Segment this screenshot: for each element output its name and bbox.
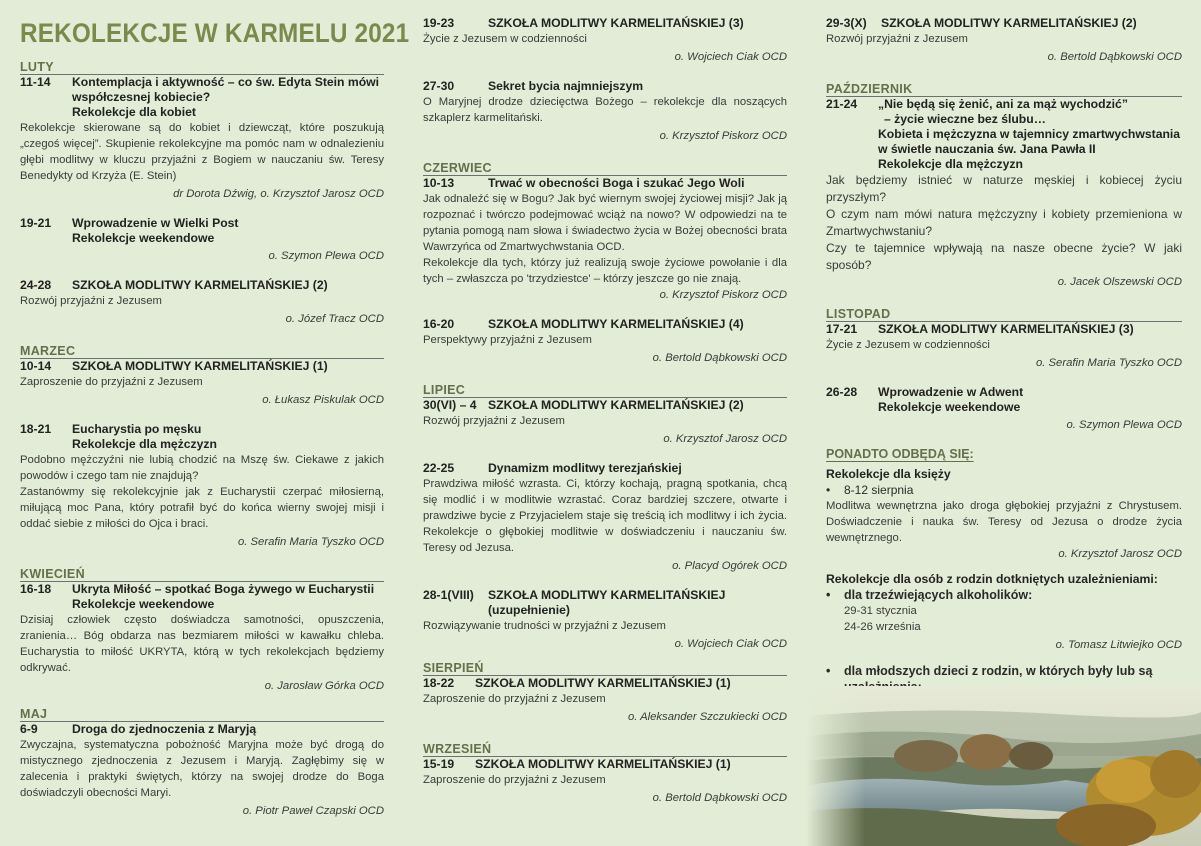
month-heading: MARZEC [20, 341, 384, 359]
event-title: SZKOŁA MODLITWY KARMELITAŃSKIEJ (2) [72, 278, 328, 292]
event-title-line2: – życie wieczne bez ślubu… [884, 112, 1046, 126]
event-title: Wprowadzenie w Wielki Post [72, 216, 239, 230]
event-title: Eucharystia po męsku [72, 422, 202, 436]
event-author: o. Szymon Plewa OCD [1066, 419, 1182, 431]
event-subtitle: Rekolekcje dla mężczyzn [878, 157, 1023, 171]
event-group-title: dla młodszych dzieci z rodzin, w których były lub są [844, 664, 1153, 678]
event-title: SZKOŁA MODLITWY KARMELITAŃSKIEJ (2) [488, 398, 744, 412]
event-author: o. Wojciech Ciak OCD [674, 638, 787, 650]
event-author: o. Tomasz Litwiejko OCD [1055, 639, 1182, 651]
event-author: o. Szymon Plewa OCD [268, 250, 384, 262]
event-entry [20, 582, 384, 694]
event-entry [20, 422, 384, 550]
event-dates: 24-26 września [844, 621, 921, 633]
landscape-photo [806, 686, 1201, 846]
event-group-title: dla trzeźwiejących alkoholików: [844, 588, 1033, 602]
event-title: SZKOŁA MODLITWY KARMELITAŃSKIEJ (3) [878, 322, 1134, 336]
event-author: o. Krzysztof Jarosz OCD [663, 433, 787, 445]
event-entry [423, 317, 787, 366]
event-dates: 16-20 [423, 317, 455, 331]
event-description: Rozwój przyjaźni z Jezusem [20, 295, 162, 307]
bullet-icon: • [826, 483, 831, 497]
event-dates: 26-28 [826, 385, 858, 399]
month-heading: KWIECIEŃ [20, 564, 384, 582]
event-description: Życie z Jezusem w codzienności [826, 339, 990, 351]
column-2 [423, 16, 787, 820]
event-author: o. Placyd Ogórek OCD [672, 560, 787, 572]
event-author: o. Krzysztof Jarosz OCD [1058, 548, 1182, 560]
event-subtitle: Rekolekcje weekendowe [878, 400, 1021, 414]
event-dates: 17-21 [826, 322, 858, 336]
event-description: Rekolekcje dla tych, którzy już realizują swoje życiowe powołanie i dla tych – zwłaszcza po 'trzydziestce' – którzy jeszcze go nie znają. [423, 257, 787, 285]
event-entry [423, 757, 787, 806]
month-heading: WRZESIEŃ [423, 739, 787, 757]
month-heading: PAŹDZIERNIK [826, 79, 1182, 97]
event-group [826, 587, 1182, 603]
event-author: o. Łukasz Piskulak OCD [262, 394, 384, 406]
event-entry [20, 278, 384, 327]
event-subtitle: Rekolekcje weekendowe [72, 597, 215, 611]
month-heading: SIERPIEŃ [423, 658, 787, 676]
event-dates: 22-25 [423, 461, 455, 475]
event-entry [423, 398, 787, 447]
event-dates: 8-12 sierpnia [844, 483, 914, 497]
event-title: Trwać w obecności Boga i szukać Jego Woli [488, 176, 745, 190]
event-dates: 21-24 [826, 97, 858, 111]
event-title: Dynamizm modlitwy terezjańskiej [488, 461, 682, 475]
event-title: SZKOŁA MODLITWY KARMELITAŃSKIEJ (1) [475, 757, 731, 771]
event-author: o. Wojciech Ciak OCD [674, 51, 787, 63]
landscape-illustration [806, 686, 1201, 846]
event-description: Jak będziemy istnieć w naturze męskiej i kobiecej życiu przyszłym? [826, 173, 1182, 204]
event-entry [423, 461, 787, 574]
event-title: SZKOŁA MODLITWY KARMELITAŃSKIEJ (3) [488, 16, 744, 30]
event-title: SZKOŁA MODLITWY KARMELITAŃSKIEJ (1) [475, 676, 731, 690]
event-title: Ukryta Miłość – spotkać Boga żywego w Eucharystii [72, 582, 375, 596]
event-title: SZKOŁA MODLITWY KARMELITAŃSKIEJ (1) [72, 359, 328, 373]
event-entry [20, 722, 384, 819]
event-entry [826, 322, 1182, 371]
event-title: Kontemplacja i aktywność – co św. Edyta Stein mówi współczesnej kobiecie? [72, 75, 380, 104]
event-author: o. Aleksander Szczukiecki OCD [627, 711, 787, 723]
event-description: Życie z Jezusem w codzienności [423, 33, 587, 45]
event-dates: 28-1(VIII) [423, 588, 474, 602]
event-description: Rozwiązywanie trudności w przyjaźni z Jezusem [423, 620, 666, 632]
event-description: Podobno mężczyźni nie lubią chodzić na Mszę św. Ciekawe z jakich powodów i czego tam nie znajdują? [20, 454, 384, 482]
event-author: o. Bertold Dąbkowski OCD [652, 792, 787, 804]
event-description: Prawdziwa miłość wzrasta. Ci, którzy kochają, pragną spotkania, chcą się modlić i w modlitwie wzrastać. Coraz bardziej szczere, otwarte i prawdziwe bycie z Przyjacielem staje się treścią ich modlitwy i ich życia. Rekolekcje o głębokiej modlitwie w doświadczeniu i nauczaniu św. Teresy od Jezusa. [423, 478, 787, 554]
event-author: o. Jacek Olszewski OCD [1057, 276, 1182, 288]
month-heading: CZERWIEC [423, 158, 787, 176]
event-title: Sekret bycia najmniejszym [488, 79, 644, 93]
event-entry [20, 75, 384, 202]
event-title: Wprowadzenie w Adwent [878, 385, 1024, 399]
additional-events-heading: PONADTO ODBĘDĄ SIĘ: [826, 447, 974, 461]
event-author: o. Bertold Dąbkowski OCD [1047, 51, 1182, 63]
event-author: o. Serafin Maria Tyszko OCD [1035, 357, 1182, 369]
event-author: o. Jarosław Górka OCD [264, 680, 384, 692]
event-title: Droga do zjednoczenia z Maryją [72, 722, 257, 736]
event-dates: 10-13 [423, 176, 455, 190]
bullet-icon: • [826, 664, 831, 678]
event-subtitle: Rekolekcje weekendowe [72, 231, 215, 245]
event-author: dr Dorota Dźwig, o. Krzysztof Jarosz OCD [173, 188, 384, 200]
event-description: Zaproszenie do przyjaźni z Jezusem [423, 774, 606, 786]
event-dates: 27-30 [423, 79, 455, 93]
event-description: Rozwój przyjaźni z Jezusem [423, 415, 565, 427]
month-heading: LUTY [20, 57, 384, 75]
event-title: SZKOŁA MODLITWY KARMELITAŃSKIEJ (4) [488, 317, 744, 331]
event-entry [423, 588, 787, 652]
event-dates: 19-23 [423, 16, 455, 30]
event-dates: 24-28 [20, 278, 52, 292]
event-entry [20, 216, 384, 264]
event-dates: 11-14 [20, 75, 51, 89]
event-description: Dzisiaj człowiek często doświadcza samotności, opuszczenia, zranienia… Bóg obdarza nas bezmiarem miłości w kawałku chleba. Eucharystia to miłość UKRYTA, którą w tych rekolekcjach będziemy odkrywać. [20, 614, 384, 674]
event-title: SZKOŁA MODLITWY KARMELITAŃSKIEJ (2) [881, 16, 1137, 30]
event-description: O Maryjnej drodze dziecięctwa Bożego – rekolekcje dla noszących szkaplerz karmelitański. [423, 96, 787, 124]
event-dates: 29-31 stycznia [844, 605, 917, 617]
event-title: Rekolekcje dla osób z rodzin dotkniętych uzależnieniami: [826, 572, 1158, 586]
event-dates: 29-3(X) [826, 16, 867, 30]
event-dates: 6-9 [20, 722, 38, 736]
event-author: o. Bertold Dąbkowski OCD [652, 352, 787, 364]
bullet-icon: • [826, 588, 831, 602]
event-entry [826, 385, 1182, 433]
event-dates: 30(VI) – 4 [423, 398, 477, 412]
event-dates: 18-21 [20, 422, 52, 436]
event-dates: 15-19 [423, 757, 455, 771]
event-dates: 16-18 [20, 582, 52, 596]
event-author: o. Krzysztof Piskorz OCD [659, 130, 787, 142]
event-author: o. Józef Tracz OCD [285, 313, 384, 325]
event-entry [20, 359, 384, 408]
event-subtitle: (uzupełnienie) [488, 603, 570, 617]
event-entry [826, 97, 1182, 290]
event-description: Rozwój przyjaźni z Jezusem [826, 33, 968, 45]
event-description: Jak odnaleźć się w Bogu? Jak być wiernym swojej życiowej misji? Jak ją rozpoznać i twórczo podejmować wciąż na nowo? W odpowiedzi na te pytania pomogą nam słowa i świadectwo życia w Bożej obecności brata Wawrzyńca od Zmartwychwstania OCD. [423, 193, 787, 253]
event-subtitle: Rekolekcje dla kobiet [72, 105, 196, 119]
event-title: „Nie będą się żenić, ani za mąż wychodzić” [878, 97, 1128, 111]
event-description: Zaproszenie do przyjaźni z Jezusem [423, 693, 606, 705]
event-description: Zastanówmy się rekolekcyjnie jak z Eucharystii czerpać miłosierną, miłującą moc Pana, który potrafił być do końca wierny swojej misji i oddać siebie z miłości do Ojca i braci. [20, 486, 384, 530]
event-description: Rekolekcje skierowane są do kobiet i dziewcząt, które poszukują „czegoś więcej”. Skupienie rekolekcyjne ma pomóc nam w odnalezieniu głębi modlitwy w kluczu przyjaźni z Bogiem w nauczaniu św. Teresy Benedykty od Krzyża (E. Stein) [20, 122, 384, 182]
event-author: o. Piotr Paweł Czapski OCD [242, 805, 384, 817]
event-entry [423, 176, 787, 303]
event-title: Rekolekcje dla księży [826, 467, 951, 481]
month-heading: LISTOPAD [826, 304, 1182, 322]
event-entry [423, 676, 787, 725]
event-dates: 19-21 [20, 216, 52, 230]
event-dates: 18-22 [423, 676, 455, 690]
event-description: Zaproszenie do przyjaźni z Jezusem [20, 376, 203, 388]
event-description: O czym nam mówi natura mężczyzny i kobiety przemieniona w Zmartwychwstaniu? [826, 207, 1182, 238]
event-entry [826, 16, 1182, 65]
event-description: Modlitwa wewnętrzna jako droga głębokiej przyjaźni z Chrystusem. Doświadczenie i nauka św. Teresy od Jezusa o drodze życia wewnętrznego. [826, 500, 1182, 544]
event-subtitle: Kobieta i mężczyzna w tajemnicy zmartwychwstania w świetle nauczania św. Jana Pawła II [878, 127, 1181, 156]
event-author: o. Krzysztof Piskorz OCD [659, 289, 787, 301]
event-author: o. Serafin Maria Tyszko OCD [237, 536, 384, 548]
event-subtitle: Rekolekcje dla mężczyzn [72, 437, 217, 451]
event-dates: 10-14 [20, 359, 52, 373]
column-1 [20, 0, 410, 833]
event-title: SZKOŁA MODLITWY KARMELITAŃSKIEJ [488, 588, 726, 602]
event-date-item [826, 482, 1182, 498]
month-heading: LIPIEC [423, 380, 787, 398]
event-entry [826, 467, 1182, 562]
event-description: Perspektywy przyjaźni z Jezusem [423, 334, 592, 346]
page-title: REKOLEKCJE W KARMELU 2021 [20, 18, 410, 48]
event-entry [423, 16, 787, 65]
month-heading: MAJ [20, 704, 384, 722]
event-description: Zwyczajna, systematyczna pobożność Maryjna może być drogą do mistycznego zjednoczenia z Jezusem i Maryją. Zagłębimy się w zalecenia i praktyki świętych, którzy na swojej drodze do Boga doświadczyli obecności Maryi. [20, 739, 384, 799]
column-3 [826, 16, 1182, 725]
event-description: Czy te tajemnice wpływają na nasze obecne życie? W jaki sposób? [826, 241, 1182, 272]
event-entry [423, 79, 787, 144]
